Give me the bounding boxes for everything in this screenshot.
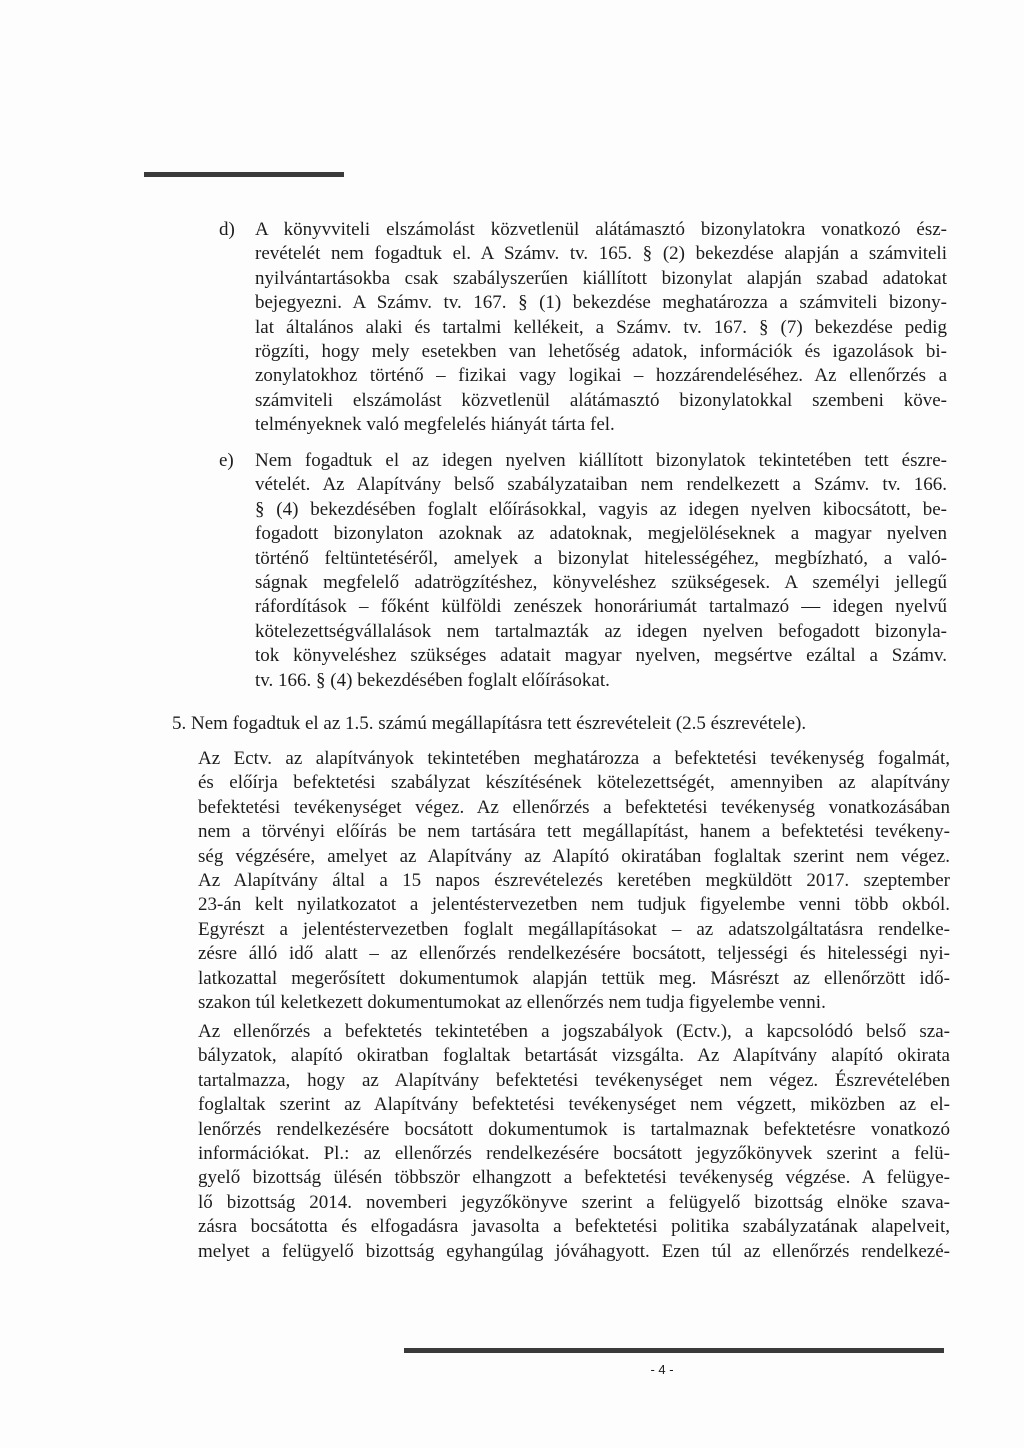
item-d-line: nyilvántartásokba csak szabályszerűen kiállított bizonylat alapján szabad adatokat [255, 267, 947, 289]
page-number: - 4 - [650, 1362, 674, 1377]
section-5-p2-line: gyelő bizottság ülésén többször elhangzott a befektetési tevékenység végzése. A felügye- [198, 1167, 950, 1189]
section-5-p1-line: ség végzésére, amelyet az Alapítvány az Alapító okiratában foglaltak szerint nem végez. [198, 845, 950, 867]
item-e-line: történő feltüntetéséről, amelyek a bizonylat hitelességéhez, megbízható, a való- [255, 547, 947, 569]
item-d-line: bejegyezni. A Számv. tv. 167. § (1) bekezdése meghatározza a számviteli bizony- [255, 292, 947, 314]
section-5-p2-line: lenőrzés rendelkezésére bocsátott dokumentumok is tartalmaznak befektetésre vonatkozó [198, 1118, 950, 1140]
section-5-p2-line: bályzatok, alapító okiratban foglaltak betartását vizsgálta. Az Alapítvány alapító okirata [198, 1045, 950, 1067]
item-d-marker: d) [219, 219, 235, 240]
item-d-line: lat általános alaki és tartalmi kellékeit, a Számv. tv. 167. § (7) bekezdése pedig [255, 316, 947, 338]
section-5-paragraph-2 [198, 1020, 950, 1264]
section-5-p1-line: Az Ectv. az alapítványok tekintetében meghatározza a befektetési tevékenység fogalmát, [198, 748, 950, 769]
item-d-line: revételét nem fogadtuk el. A Számv. tv. 165. § (2) bekezdése alapján a számviteli [255, 243, 947, 265]
item-e-line: vételét. Az Alapítvány belső szabályzataiban nem rendelkezett a Számv. tv. 166. [255, 474, 947, 496]
section-5-p1-line: Az Alapítvány által a 15 napos észrevételezés keretében megküldött 2017. szeptember [198, 870, 950, 892]
section-5-p1-line: Egyrészt a jelentéstervezetben foglalt megállapításokat – az adatszolgáltatásra rendelke- [198, 918, 950, 940]
section-5-p2-line: zásra bocsátotta és elfogadásra javasolta a befektetési politika szabályzatának alapelveit, [198, 1216, 950, 1238]
section-5-p2-line: foglaltak szerint az Alapítvány befektetési tevékenységet nem végzett, miközben az el- [198, 1094, 950, 1116]
item-e-line: kötelezettségvállalások nem tartalmazták az idegen nyelven befogadott bizonyla- [255, 620, 947, 642]
item-e-line: ráfordítások – főként külföldi zenészek honoráriumát tartalmazó — idegen nyelvű [255, 596, 947, 618]
section-5-p1-line: befektetési tevékenységet végez. Az ellenőrzés a befektetési tevékenység vonatkozásában [198, 796, 950, 818]
section-5-p2-line: melyet a felügyelő bizottság egyhangúlag jóváhagyott. Ezen túl az ellenőrzés rendelkezé- [198, 1240, 950, 1262]
item-e-marker: e) [219, 450, 234, 471]
item-e-line: tok könyveléshez szükséges adatait magyar nyelven, megsértve ezáltal a Számv. [255, 645, 947, 667]
item-e-line: Nem fogadtuk el az idegen nyelven kiállított bizonylatok tekintetében tett észre- [255, 450, 947, 471]
item-d-paragraph [255, 218, 947, 438]
section-5-p2-line: lő bizottság 2014. novemberi jegyzőkönyve szerint a felügyelő bizottság elnöke szava- [198, 1191, 950, 1213]
item-d-line: telményeknek való megfelelés hiányát tárta fel. [255, 414, 615, 436]
section-5-p1-line: zésre álló idő alatt – az ellenőrzés rendelkezésére bocsátott, teljességi és hitelességi nyi- [198, 943, 950, 965]
item-e-line: fogadott bizonylaton azoknak az adatoknak, megjelöléseknek a magyar nyelven [255, 523, 947, 545]
section-5-p2-line: információkat. Pl.: az ellenőrzés rendelkezésére bocsátott jegyzőkönyvek szerint a felü- [198, 1143, 950, 1165]
item-e-paragraph [255, 449, 947, 693]
item-d-line: számviteli elszámolást közvetlenül alátámasztó bizonylatokkal szembeni köve- [255, 389, 947, 411]
section-5-p1-line: és előírja befektetési szabályzat készítésének kötelezettségét, amennyiben az alapítvány [198, 772, 950, 794]
item-d-line: A könyvviteli elszámolást közvetlenül alátámasztó bizonylatokra vonatkozó ész- [255, 219, 947, 240]
section-5-p2-line: tartalmazza, hogy az Alapítvány befektetési tevékenységet nem végez. Észrevételében [198, 1069, 950, 1091]
section-5-heading: 5. Nem fogadtuk el az 1.5. számú megállapításra tett észrevételeit (2.5 észrevétele). [172, 713, 807, 734]
section-5-p1-line: nem a törvényi előírás be nem tartására tett megállapítást, hanem a befektetési tevékeny- [198, 821, 950, 843]
section-5-p1-line: 23-án kelt nyilatkozatot a jelentéstervezetben nem tudjuk figyelembe venni több okból. [198, 894, 950, 916]
item-e-line: ságnak megfelelő adatrögzítéshez, könyveléshez szükségesek. A személyi jellegű [255, 572, 947, 594]
section-5-p2-line: Az ellenőrzés a befektetés tekintetében a jogszabályok (Ectv.), a kapcsolódó belső sza- [198, 1021, 950, 1042]
section-5-p1-line: szakon túl keletkezett dokumentumokat az ellenőrzés nem tudja figyelembe venni. [198, 992, 826, 1014]
footer-rule [404, 1348, 944, 1353]
item-e-line: tv. 166. § (4) bekezdésében foglalt előírásokat. [255, 669, 610, 691]
item-d-line: rögzíti, hogy mely esetekben van lehetőség adatok, információk és igazolások bi- [255, 341, 947, 363]
item-e-line: § (4) bekezdésében foglalt előírásokkal, vagyis az idegen nyelven kibocsátott, be- [255, 498, 947, 520]
section-5-paragraph-1 [198, 747, 950, 1015]
header-rule [144, 172, 344, 177]
section-5-p1-line: latkozattal megerősített dokumentumok alapján tettük meg. Másrészt az ellenőrzött idő- [198, 967, 950, 989]
item-d-line: zonylatokhoz történő – fizikai vagy logikai – hozzárendeléséhez. Az ellenőrzés a [255, 365, 947, 387]
